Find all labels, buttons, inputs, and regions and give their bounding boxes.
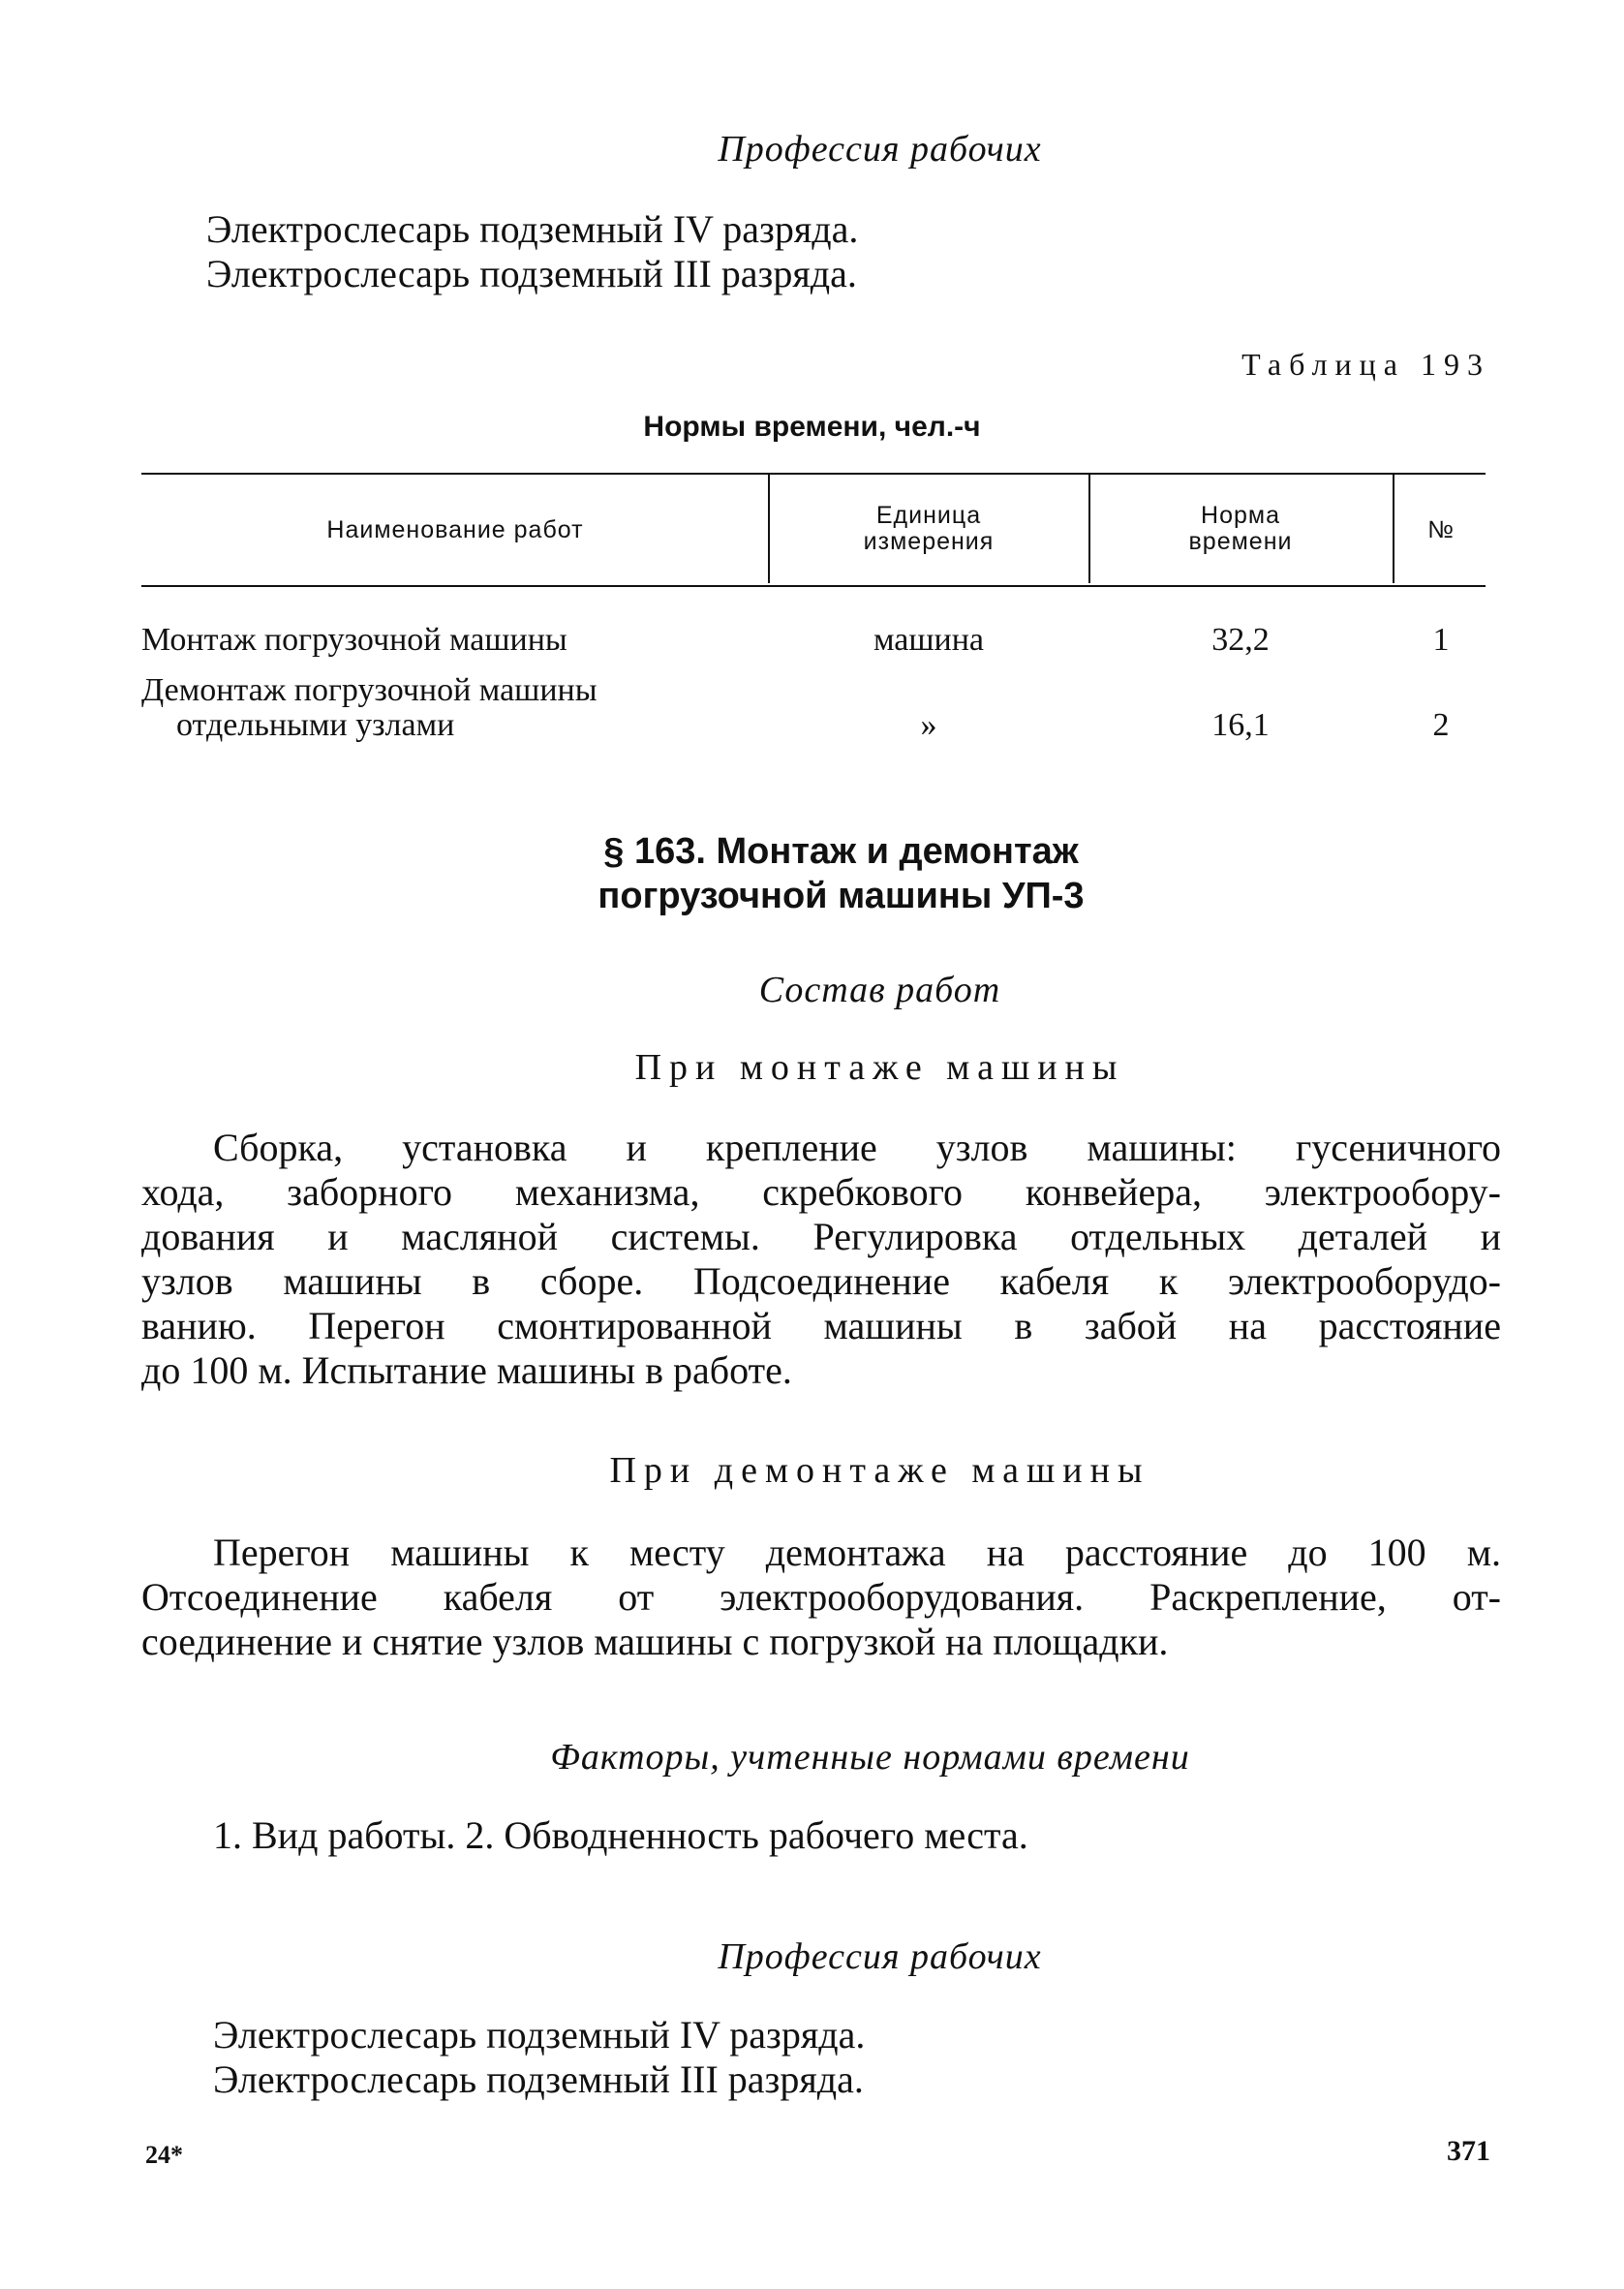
mount-line-1: Сборка, установка и крепление узлов машины: гусеничного [213,1126,1501,1169]
page-number: 371 [1447,2135,1490,2167]
row-1-unit: машина [873,622,985,658]
mount-line-3: дования и масляной системы. Регулировка отдельных деталей и [141,1215,1501,1258]
profession-line-1-top: Электрослесарь подземный IV разряда. [206,207,859,251]
dismount-heading: При демонтаже машины [609,1450,1150,1491]
mount-line-2: хода, заборного механизма, скребкового конвейера, электрообору- [141,1170,1501,1214]
row-1-number: 1 [1432,622,1450,658]
row-1-norm: 32,2 [1211,622,1270,658]
row-2-unit: » [920,707,937,743]
profession-heading-top: Профессия рабочих [718,129,1042,170]
header-name: Наименование работ [326,516,584,543]
section-title-line2: погрузочной машины УП-3 [598,876,1085,916]
profession-heading-bottom: Профессия рабочих [718,1936,1042,1977]
header-norm-line1: Норма [1201,502,1280,529]
table-title: Нормы времени, чел.-ч [643,411,981,443]
section-title-line1: § 163. Монтаж и демонтаж [603,831,1079,872]
factors-text: 1. Вид работы. 2. Обводненность рабочего места. [213,1813,1028,1857]
header-norm-line2: времени [1188,528,1293,555]
mount-line-5: ванию. Перегон смонтированной машины в забой на расстояние [141,1304,1501,1347]
header-number: № [1427,516,1455,543]
table-divider-2 [1088,475,1090,583]
mount-line-4: узлов машины в сборе. Подсоединение кабеля к электрооборудо- [141,1259,1501,1303]
table-divider-1 [768,475,770,583]
row-2-name-line1: Демонтаж погрузочной машины [141,672,598,708]
dismount-line-2: Отсоединение кабеля от электрооборудования. Раскрепление, от- [141,1575,1501,1619]
dismount-line-1: Перегон машины к месту демонтажа на расстояние до 100 м. [213,1531,1501,1574]
table-top-rule [141,473,1486,475]
profession-line-2-bottom: Электрослесарь подземный III разряда. [213,2057,864,2101]
factors-heading: Факторы, учтенные нормами времени [550,1737,1190,1778]
profession-line-2-top: Электрослесарь подземный III разряда. [206,252,857,295]
header-unit-line1: Единица [875,502,982,529]
header-unit-line2: измерения [863,528,995,555]
mount-line-6: до 100 м. Испытание машины в работе. [141,1348,792,1392]
row-1-name: Монтаж погрузочной машины [141,622,567,658]
row-2-name-line2: отдельными узлами [176,707,455,743]
mount-heading: При монтаже машины [634,1047,1125,1088]
table-divider-3 [1393,475,1394,583]
row-2-number: 2 [1432,707,1450,743]
profession-line-1-bottom: Электрослесарь подземный IV разряда. [213,2013,866,2057]
signature-mark: 24* [145,2141,183,2169]
table-label: Таблица 193 [1241,347,1490,382]
table-header-rule [141,585,1486,587]
dismount-line-3: соединение и снятие узлов машины с погрузкой на площадки. [141,1620,1169,1663]
row-2-norm: 16,1 [1211,707,1270,743]
composition-heading: Состав работ [758,970,1001,1010]
